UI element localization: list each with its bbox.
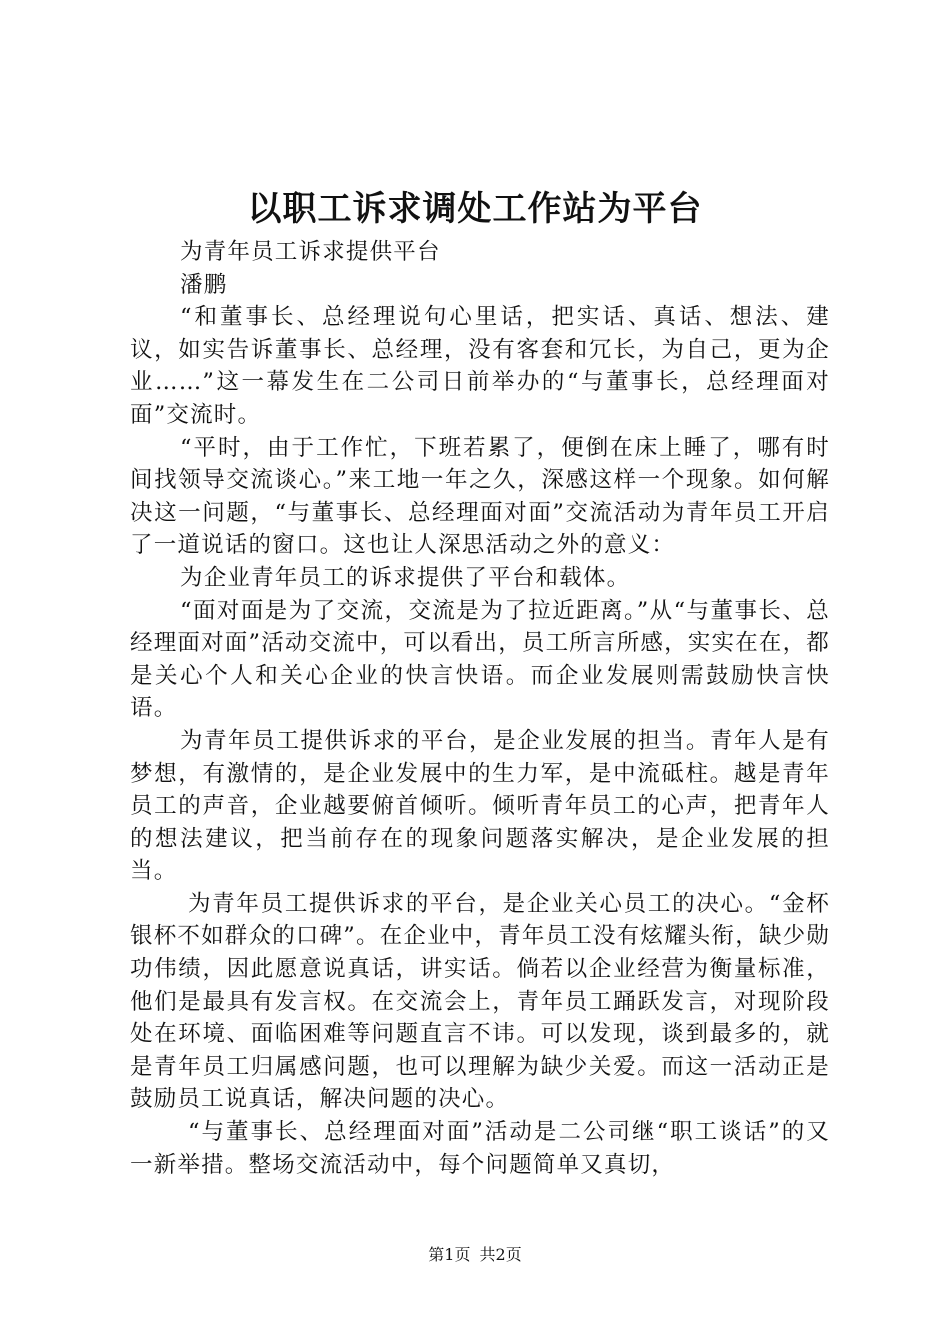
paragraph: “和董事长、总经理说句心里话，把实话、真话、想法、建议，如实告诉董事长、总经理，没有客套和冗长，为自己，更为企业……”这一幕发生在二公司日前举办的“与董事长，总经理面对面”交流时。 — [130, 304, 830, 428]
paragraph: “与董事长、总经理面对面”活动是二公司继“职工谈话”的又一新举措。整场交流活动中，每个问题简单又真切， — [130, 1119, 830, 1178]
paragraph: “平时，由于工作忙，下班若累了，便倒在床上睡了，哪有时间找领导交流谈心。”来工地一年之久，深感这样一个现象。如何解决这一问题，“与董事长、总经理面对面”交流活动为青年员工开启了一道说话的窗口。这也让人深思活动之外的意义： — [130, 434, 830, 559]
document-body — [130, 236, 830, 1181]
document-title: 以职工诉求调处工作站为平台 — [247, 189, 703, 229]
page-total: 共2页 — [479, 1245, 522, 1264]
page-footer — [0, 1244, 950, 1266]
paragraph: 为青年员工提供诉求的平台，是企业关心员工的决心。“金杯银杯不如群众的口碑”。在企业中，青年员工没有炫耀头衔，缺少勋功伟绩，因此愿意说真话，讲实话。倘若以企业经营为衡量标准，他们是最具有发言权。在交流会上，青年员工踊跃发言，对现阶段处在环境、面临困难等问题直言不讳。可以发现，谈到最多的，就是青年员工归属感问题，也可以理解为缺少关爱。而这一活动正是鼓励员工说真话，解决问题的决心。 — [130, 890, 831, 1113]
author: 潘鹏 — [180, 271, 228, 298]
paragraph: “面对面是为了交流，交流是为了拉近距离。”从“与董事长、总经理面对面”活动交流中，可以看出，员工所言所感，实实在在，都是关心个人和关心企业的快言快语。而企业发展则需鼓励快言快语。 — [130, 597, 831, 722]
page-number: 第1页 — [428, 1245, 471, 1264]
paragraph: 为青年员工提供诉求的平台，是企业发展的担当。青年人是有梦想，有激情的，是企业发展中的生力军，是中流砥柱。越是青年员工的声音，企业越要俯首倾听。倾听青年员工的心声，把青年人的想法建议，把当前存在的现象问题落实解决，是企业发展的担当。 — [130, 727, 830, 885]
subtitle: 为青年员工诉求提供平台 — [180, 239, 441, 265]
paragraph: 为企业青年员工的诉求提供了平台和载体。 — [180, 564, 631, 591]
